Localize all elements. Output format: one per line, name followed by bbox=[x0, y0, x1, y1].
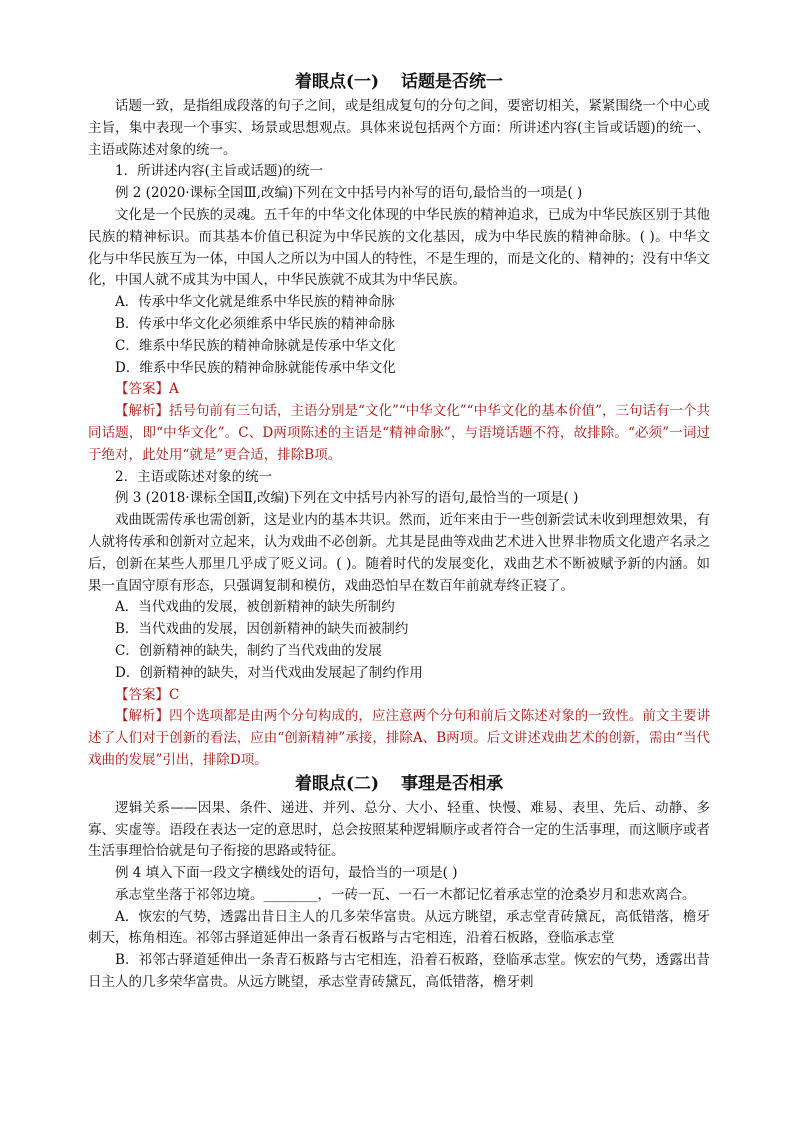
answer-label: 【答案】 bbox=[115, 381, 169, 398]
example-3-option-c: C．创新精神的缺失，制约了当代戏曲的发展 bbox=[115, 642, 382, 659]
example-3-option-b: B．当代戏曲的发展，因创新精神的缺失而被制约 bbox=[115, 621, 409, 638]
analysis-label: 【解析】 bbox=[115, 708, 170, 725]
example-2-passage: 文化是一个民族的灵魂。五千年的中华文化体现的中华民族的精神追求，已成为中华民族区别于其他民族的精神标识。而其基本价值已积淀为中华民族的文化基因，成为中华民族的精神命脉。( )。中华文化与中华民族互为一体，中国人之所以为中国人的特性，不是生理的，而是文化的、精神的；没有中华文化，中国人就不成其为中国人，中华民族就不成其为中华民族。 bbox=[88, 206, 710, 289]
analysis-text: 括号句前有三句话，主语分别是“文化”“中华文化”“中华文化的基本价值”，三句话有一个共同话题，即“中华文化”。C、D两项陈述的主语是“精神命脉”，与语境话题不符，故排除。“必须”一词过于绝对，此处用“就是”更合适，排除B项。 bbox=[88, 403, 710, 463]
section2-heading bbox=[88, 772, 710, 796]
example-2-analysis bbox=[88, 401, 710, 466]
example-2-question: 例 2 (2020·课标全国Ⅲ,改编)下列在文中括号内补写的语句,最恰当的一项是( ) bbox=[115, 185, 583, 202]
example-3-analysis bbox=[88, 706, 710, 771]
analysis-text: 四个选项都是由两个分句构成的，应注意两个分句和前后文陈述对象的一致性。前文主要讲述了人们对于创新的看法，应由“创新精神”承接，排除A、B两项。后文讲述戏曲艺术的创新，需由“当代戏曲的发展”引出，排除D项。 bbox=[88, 708, 710, 768]
example-3-option-d: D．创新精神的缺失，对当代戏曲发展起了制约作用 bbox=[115, 664, 423, 681]
example-4-option-b: B．祁邻古驿道延伸出一条青石板路与古宅相连，沿着石板路，登临承志堂。恢宏的气势，透露出昔日主人的几多荣华富贵。从远方眺望，承志堂青砖黛瓦，高低错落，檐牙刺 bbox=[88, 952, 710, 991]
answer-label: 【答案】 bbox=[115, 686, 169, 703]
section1-intro: 话题一致，是指组成段落的句子之间，或是组成复句的分句之间，要密切相关，紧紧围绕一个中心或主旨，集中表现一个事实、场景或思想观点。具体来说包括两个方面：所讲述内容(主旨或话题)的统一、主语或陈述对象的统一。 bbox=[88, 98, 710, 158]
example-2-option-a: A．传承中华文化就是维系中华民族的精神命脉 bbox=[115, 294, 395, 311]
answer-value: C bbox=[169, 686, 180, 703]
example-3-option-a: A．当代戏曲的发展，被创新精神的缺失所制约 bbox=[115, 599, 395, 616]
section1-title-a: 着眼点(一) bbox=[294, 72, 380, 92]
example-2-option-b: B．传承中华文化必须维系中华民族的精神命脉 bbox=[115, 315, 395, 332]
section2-title-a: 着眼点(二) bbox=[294, 773, 380, 794]
example-2-option-c: C．维系中华民族的精神命脉就是传承中华文化 bbox=[115, 337, 396, 354]
document-page bbox=[88, 70, 710, 994]
answer-value: A bbox=[169, 381, 179, 398]
section2-title-b: 事理是否相承 bbox=[401, 773, 504, 794]
example-2-option-d: D．维系中华民族的精神命脉就能传承中华文化 bbox=[115, 359, 396, 376]
subheading-2: 2．主语或陈述对象的统一 bbox=[115, 468, 273, 485]
section2-intro: 逻辑关系——因果、条件、递进、并列、总分、大小、轻重、快慢、难易、表里、先后、动静、多寡、实虚等。语段在表达一定的意思时，总会按照某种逻辑顺序或者符合一定的生活事理，而这顺序或者生活事理恰恰就是句子衔接的思路或特征。 bbox=[88, 799, 710, 860]
example-3-passage: 戏曲既需传承也需创新，这是业内的基本共识。然而，近年来由于一些创新尝试未收到理想效果，有人就将传承和创新对立起来，认为戏曲不必创新。尤其是昆曲等戏曲艺术进入世界非物质文化遗产名录之后，创新在某些人那里几乎成了贬义词。( )。随着时代的发展变化，戏曲艺术不断被赋予新的内涵。如果一直固守原有形态，只强调复制和模仿，戏曲恐怕早在数百年前就寿终正寝了。 bbox=[88, 512, 710, 594]
analysis-label: 【解析】 bbox=[115, 403, 170, 420]
example-3-answer bbox=[88, 685, 710, 707]
subheading-1: 1．所讲述内容(主旨或话题)的统一 bbox=[115, 163, 324, 180]
section1-heading bbox=[88, 70, 710, 94]
example-4-option-a: A．恢宏的气势，透露出昔日主人的几多荣华富贵。从远方眺望，承志堂青砖黛瓦，高低错落，檐牙刺天，栋角相连。祁邻古驿道延伸出一条青石板路与古宅相连，沿着石板路，登临承志堂 bbox=[88, 908, 710, 947]
example-4-question: 例 4 填入下面一段文字横线处的语句，最恰当的一项是( ) bbox=[115, 865, 458, 882]
example-2-answer bbox=[88, 379, 710, 401]
example-3-question: 例 3 (2018·课标全国Ⅱ,改编)下列在文中括号内补写的语句,最恰当的一项是( ) bbox=[115, 490, 579, 507]
example-4-passage: 承志堂坐落于祁邻边境。________，一砖一瓦、一石一木都记忆着承志堂的沧桑岁月和悲欢离合。 bbox=[115, 886, 696, 903]
section1-title-b: 话题是否统一 bbox=[401, 72, 504, 92]
